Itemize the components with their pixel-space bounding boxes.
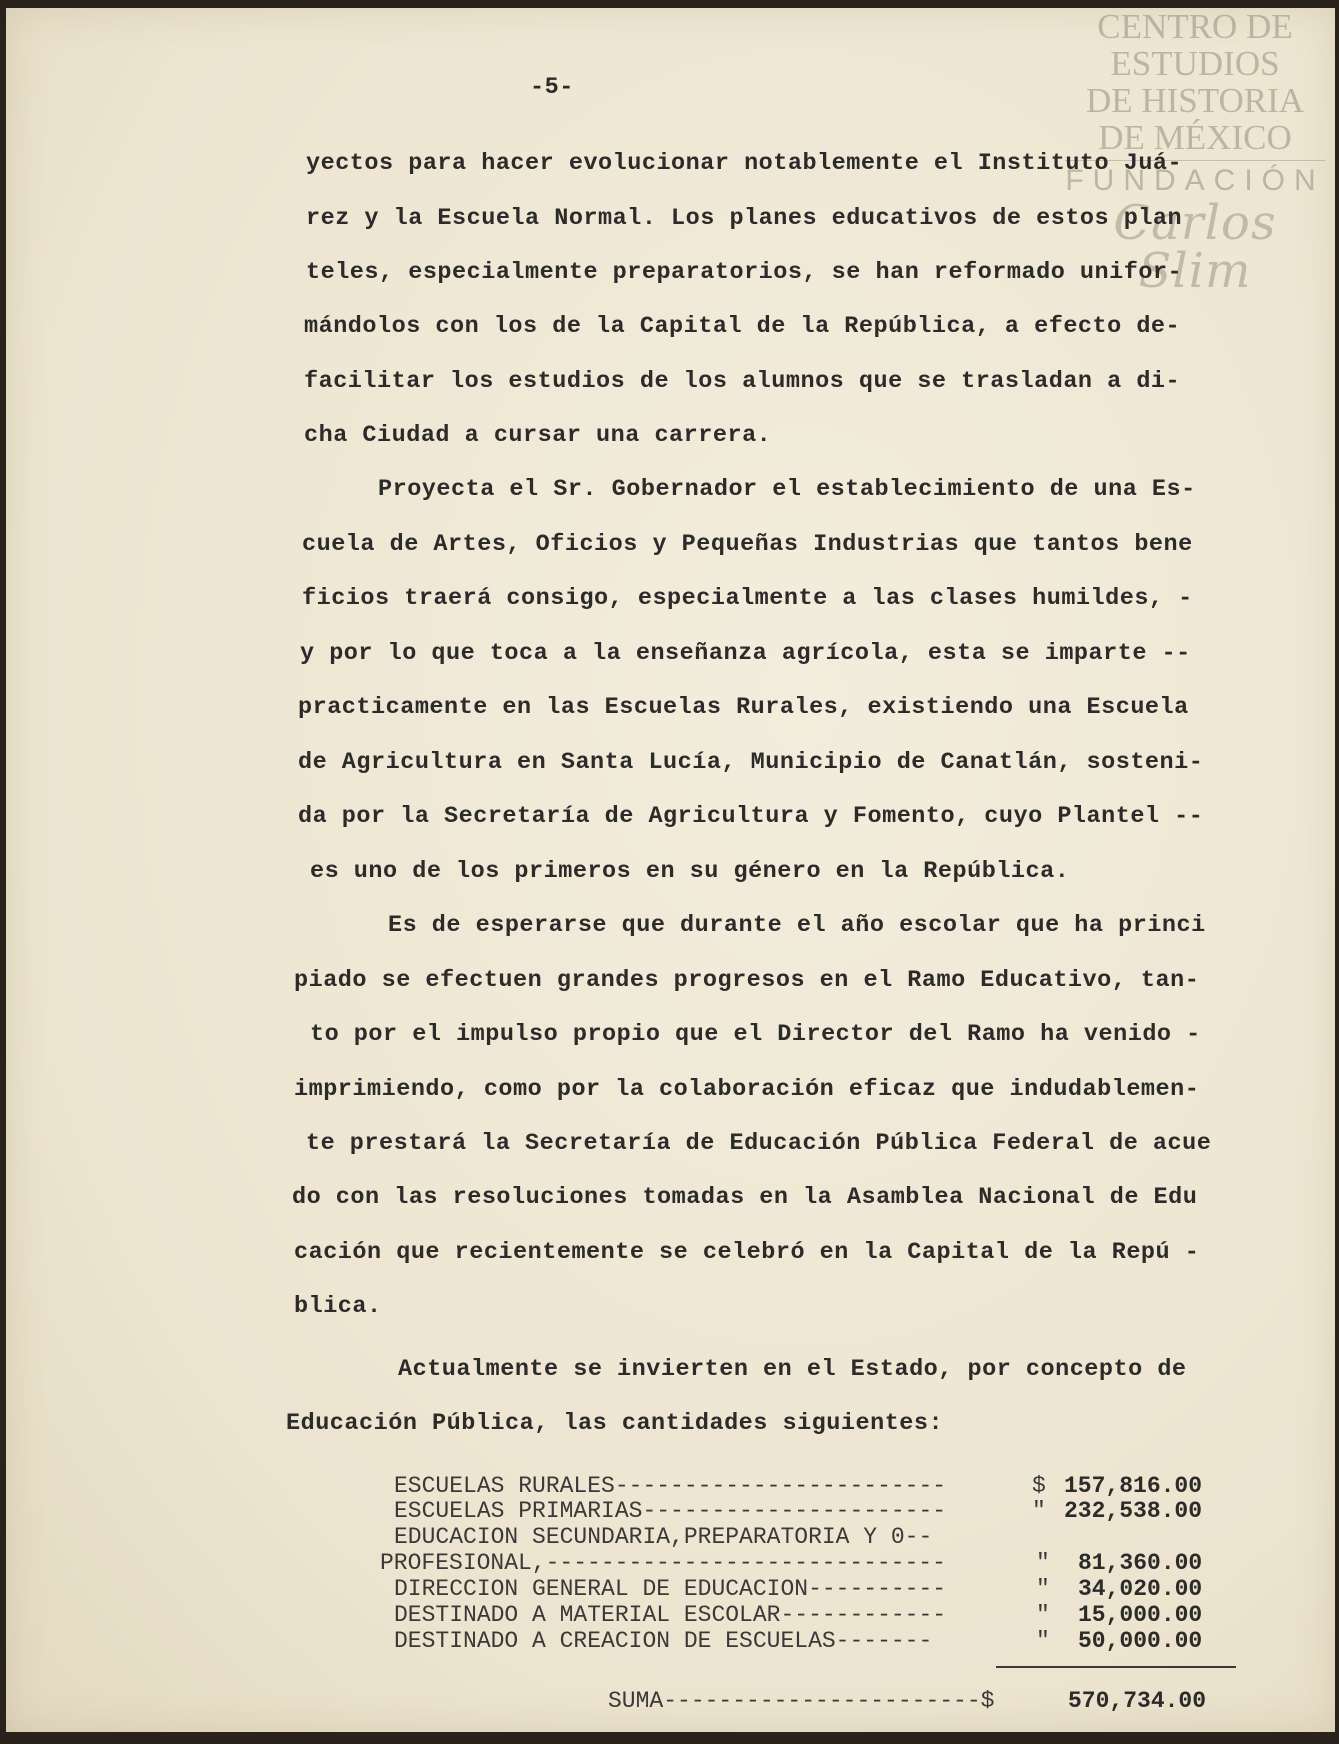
body-line: cuela de Artes, Oficios y Pequeñas Industrias que tantos bene xyxy=(302,531,1193,558)
body-line: imprimiendo, como por la colaboración eficaz que indudablemen- xyxy=(294,1076,1200,1103)
body-line: teles, especialmente preparatorios, se han reformado unifor- xyxy=(306,259,1183,286)
budget-row-amount: 81,360.00 xyxy=(1078,1550,1203,1576)
budget-row-currency: " xyxy=(1036,1602,1050,1628)
watermark-line-1: CENTRO DE xyxy=(1097,8,1293,46)
body-line: es uno de los primeros en su género en la República. xyxy=(310,858,1070,885)
budget-row-currency: $ xyxy=(1032,1473,1046,1499)
budget-row-label: ESCUELAS RURALES------------------------ xyxy=(394,1473,947,1499)
body-line: da por la Secretaría de Agricultura y Fomento, cuyo Plantel -- xyxy=(298,803,1204,830)
body-line: Actualmente se invierten en el Estado, por concepto de xyxy=(398,1356,1187,1383)
budget-row-amount: 34,020.00 xyxy=(1078,1576,1203,1602)
body-line: practicamente en las Escuelas Rurales, existiendo una Escuela xyxy=(298,694,1189,721)
body-line: de Agricultura en Santa Lucía, Municipio de Canatlán, sosteni- xyxy=(298,749,1204,776)
body-line: mándolos con los de la Capital de la República, a efecto de- xyxy=(304,313,1181,340)
body-line: y por lo que toca a la enseñanza agrícola, esta se imparte -- xyxy=(300,640,1191,667)
watermark-line-2: ESTUDIOS xyxy=(1110,44,1280,83)
body-line: do con las resoluciones tomadas en la Asamblea Nacional de Edu xyxy=(292,1184,1198,1211)
budget-row-amount: 50,000.00 xyxy=(1078,1628,1203,1654)
budget-row-label: PROFESIONAL,----------------------------- xyxy=(380,1550,946,1576)
watermark-signature: Carlos Slim xyxy=(1113,195,1277,299)
body-line: facilitar los estudios de los alumnos que se trasladan a di- xyxy=(304,368,1181,395)
watermark-foundation: FUNDACIÓN xyxy=(1065,164,1325,197)
budget-row-currency: " xyxy=(1036,1628,1050,1654)
budget-total-amount: 570,734.00 xyxy=(1068,1688,1207,1714)
body-line: cación que recientemente se celebró en la Capital de la Repú - xyxy=(294,1239,1200,1266)
watermark-line-4: DE MÉXICO xyxy=(1098,118,1292,157)
watermark-line-3: DE HISTORIA xyxy=(1085,81,1305,120)
body-line: blica. xyxy=(294,1293,382,1320)
body-line: to por el impulso propio que el Director del Ramo ha venido - xyxy=(310,1021,1201,1048)
sum-underline xyxy=(996,1666,1236,1668)
budget-row-currency: " xyxy=(1032,1498,1046,1524)
budget-row-amount: 157,816.00 xyxy=(1064,1473,1203,1499)
body-line: Es de esperarse que durante el año escolar que ha princi xyxy=(388,912,1206,939)
body-line: te prestará la Secretaría de Educación Pública Federal de acue xyxy=(306,1130,1212,1157)
body-line: piado se efectuen grandes progresos en el Ramo Educativo, tan- xyxy=(294,967,1200,994)
budget-row-label: EDUCACION SECUNDARIA,PREPARATORIA Y 0-- xyxy=(394,1524,933,1550)
body-line: yectos para hacer evolucionar notablemente el Instituto Juá- xyxy=(306,150,1183,177)
budget-row-amount: 15,000.00 xyxy=(1078,1602,1203,1628)
document-page xyxy=(6,8,1335,1732)
body-line: cha Ciudad a cursar una carrera. xyxy=(304,422,772,449)
budget-row-label: DESTINADO A MATERIAL ESCOLAR------------ xyxy=(394,1602,947,1628)
budget-row-amount: 232,538.00 xyxy=(1064,1498,1203,1524)
budget-row-label: DESTINADO A CREACION DE ESCUELAS------- xyxy=(394,1628,933,1654)
budget-row-label: ESCUELAS PRIMARIAS---------------------- xyxy=(394,1498,947,1524)
body-line: ficios traerá consigo, especialmente a las clases humildes, - xyxy=(302,585,1193,612)
body-line: Proyecta el Sr. Gobernador el establecimiento de una Es- xyxy=(378,476,1196,503)
body-line: Educación Pública, las cantidades siguientes: xyxy=(286,1410,944,1437)
budget-row-currency: " xyxy=(1036,1576,1050,1602)
body-line: rez y la Escuela Normal. Los planes educativos de estos plan xyxy=(306,205,1183,232)
budget-total-label: SUMA-----------------------$ xyxy=(608,1688,995,1714)
budget-row-currency: " xyxy=(1036,1550,1050,1576)
page-number: -5- xyxy=(530,74,574,101)
budget-row-label: DIRECCION GENERAL DE EDUCACION---------- xyxy=(394,1576,947,1602)
